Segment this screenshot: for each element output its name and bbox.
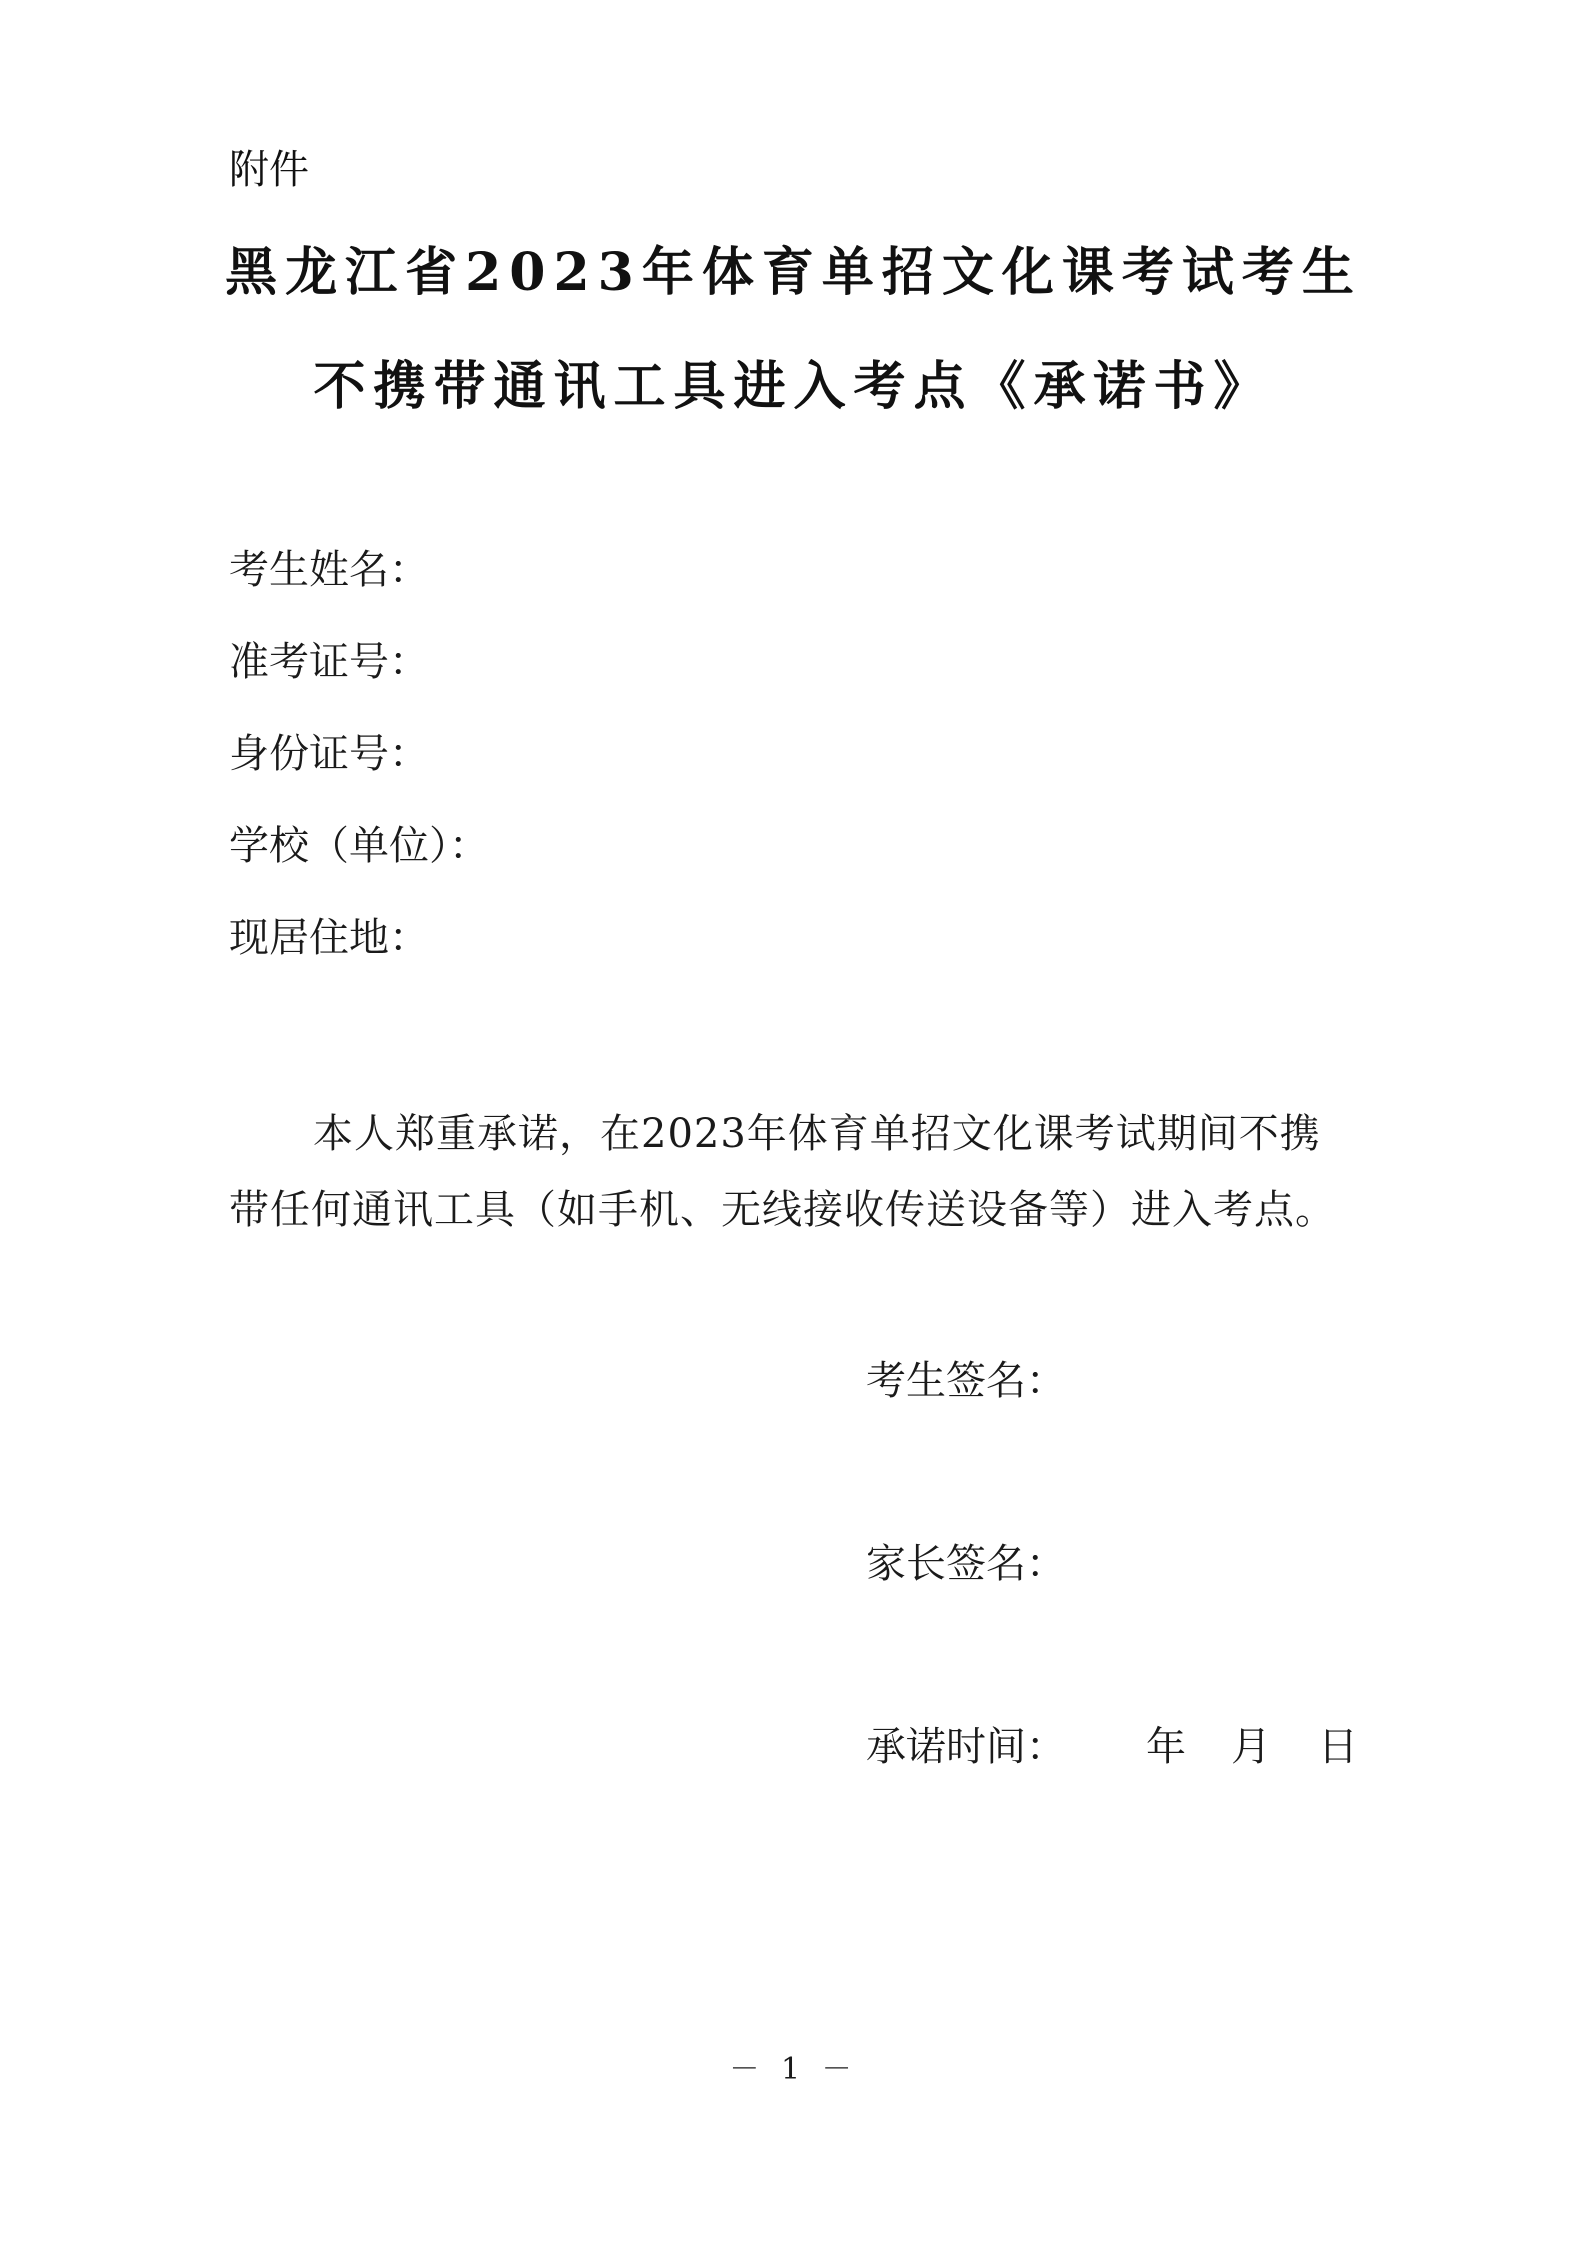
date-year-label: 年 <box>1146 1724 1186 1770</box>
date-month-label: 月 <box>1231 1724 1271 1770</box>
title-line-2: 不携带通讯工具进入考点《承诺书》 <box>313 356 1274 417</box>
pledge-time-label: 承诺时间： <box>866 1724 1066 1770</box>
page-number: － 1 － <box>729 2052 858 2087</box>
field-student-name: 考生姓名： <box>229 547 429 593</box>
field-current-address: 现居住地： <box>229 915 429 961</box>
field-admission-number: 准考证号： <box>229 639 429 685</box>
title-line-1: 黑龙江省2023年体育单招文化课考试考生 <box>225 242 1362 303</box>
field-id-number: 身份证号： <box>229 731 429 777</box>
date-day-label: 日 <box>1318 1724 1358 1770</box>
attachment-label: 附件 <box>229 147 309 193</box>
pledge-paragraph: 本人郑重承诺，在2023年体育单招文化课考试期间不携带任何通讯工具（如手机、无线接收传送设备等）进入考点。 <box>229 1111 1336 1233</box>
field-school-unit: 学校（单位）： <box>229 823 489 869</box>
student-signature-label: 考生签名： <box>866 1358 1066 1404</box>
parent-signature-label: 家长签名： <box>866 1541 1066 1587</box>
